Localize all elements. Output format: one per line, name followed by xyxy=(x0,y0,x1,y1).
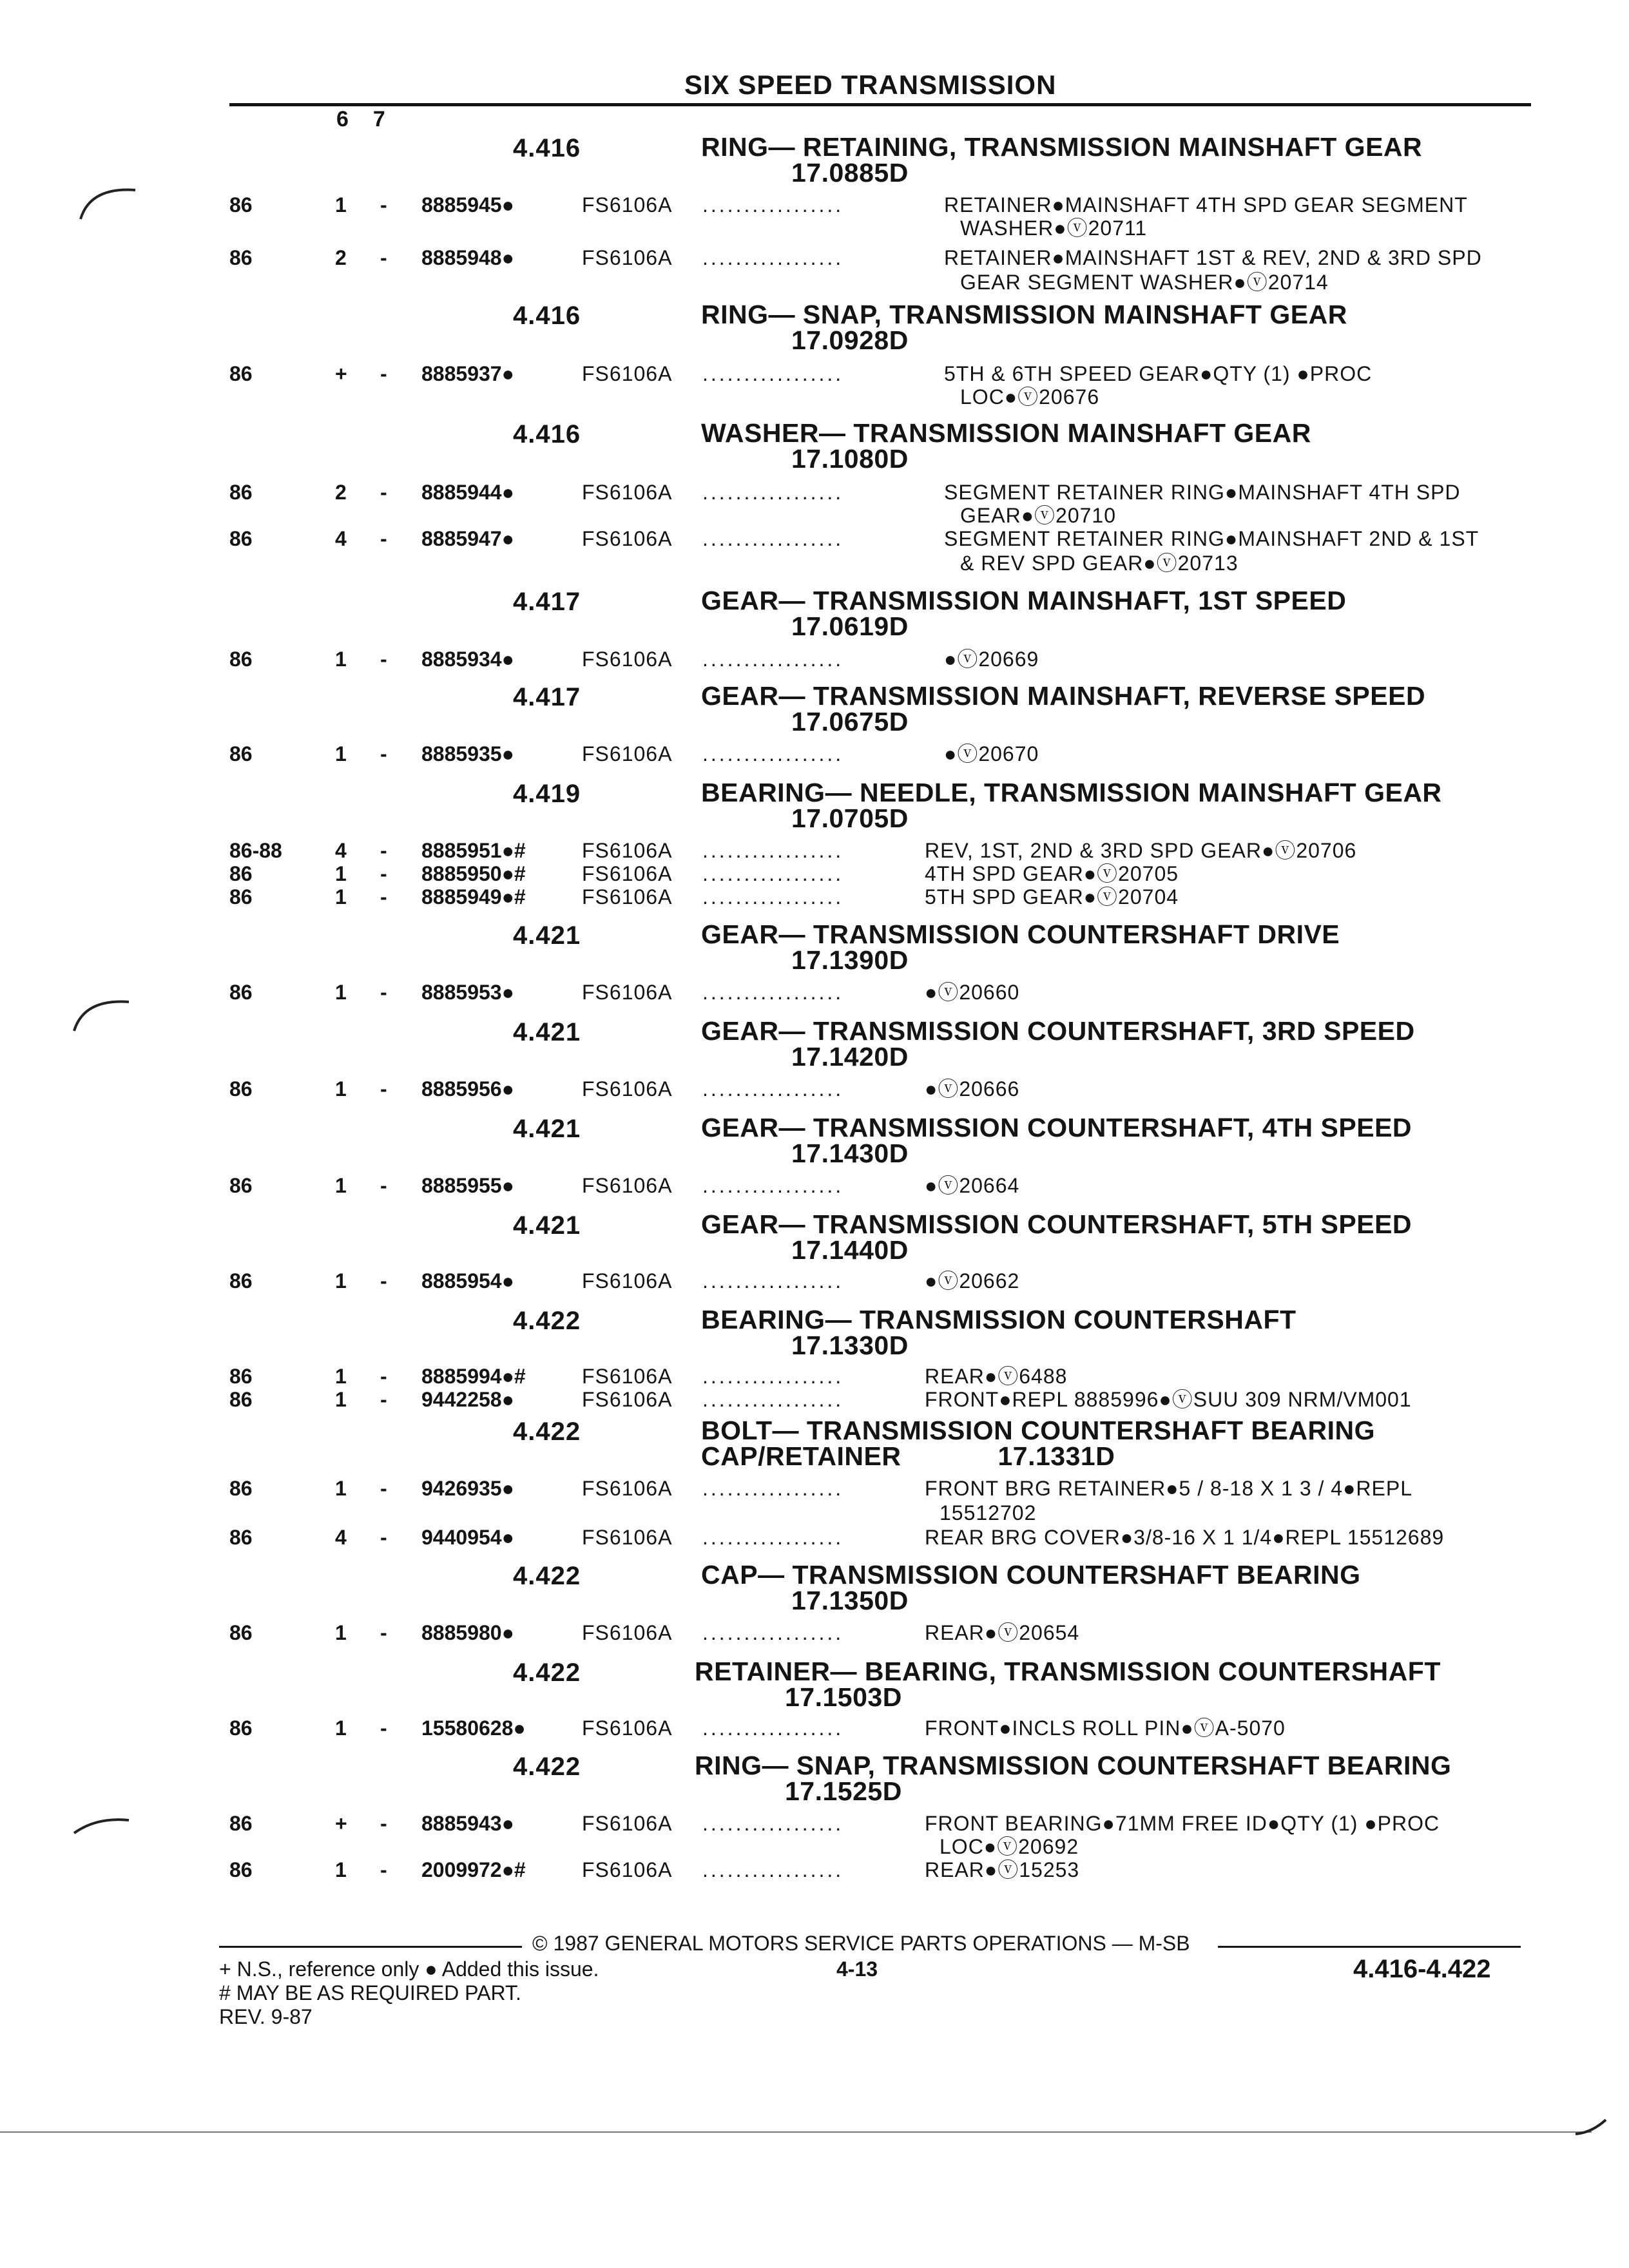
part-description: 5TH & 6TH SPEED GEAR●QTY (1) ●PROC xyxy=(944,362,1373,385)
section-code: 17.1525D xyxy=(785,1776,902,1806)
section-title-text: CAP— TRANSMISSION COUNTERSHAFT BEARING xyxy=(701,1560,1361,1590)
source-code: FS6106A xyxy=(582,1621,673,1644)
separator: - xyxy=(380,481,387,504)
section-code: 17.1420D xyxy=(791,1042,909,1072)
model-code: 86 xyxy=(229,1077,253,1100)
separator: - xyxy=(380,1621,387,1644)
section-title-continued: CAP/RETAINER xyxy=(701,1441,901,1471)
part-row xyxy=(0,481,1629,504)
section-code: 17.1440D xyxy=(791,1235,909,1265)
model-code: 86 xyxy=(229,1621,253,1644)
part-row xyxy=(0,1077,1629,1100)
part-description: 5TH SPD GEAR●ⓥ20704 xyxy=(925,885,1179,908)
dot-leader: ................. xyxy=(702,1365,844,1388)
quantity: 1 xyxy=(335,885,347,908)
part-description-continued: 15512702 xyxy=(940,1501,1037,1524)
model-code: 86 xyxy=(229,193,253,216)
section-number: 4.422 xyxy=(513,1307,581,1335)
part-number: 8885937● xyxy=(421,362,514,385)
source-code: FS6106A xyxy=(582,193,673,216)
source-code: FS6106A xyxy=(582,1477,673,1500)
section-code: 17.0928D xyxy=(791,325,909,355)
quantity: 1 xyxy=(335,1077,347,1100)
source-code: FS6106A xyxy=(582,981,673,1004)
part-row xyxy=(0,527,1629,550)
separator: - xyxy=(380,1812,387,1835)
section-code: 17.0619D xyxy=(791,611,909,641)
quantity: 1 xyxy=(335,648,347,671)
part-number: 8885951●# xyxy=(421,839,526,862)
separator: - xyxy=(380,981,387,1004)
section-title xyxy=(695,1658,1441,1710)
column-number-6: 6 xyxy=(336,107,349,131)
quantity: 1 xyxy=(335,1174,347,1197)
separator: - xyxy=(380,742,387,765)
section-code: 17.1331D xyxy=(998,1441,1115,1471)
page-number: 4-13 xyxy=(836,1957,878,1981)
section-title xyxy=(701,1018,1415,1070)
part-number: 8885953● xyxy=(421,981,514,1004)
section-number: 4.421 xyxy=(513,1211,581,1240)
part-description: ●ⓥ20669 xyxy=(944,648,1039,671)
dot-leader: ................. xyxy=(702,1269,844,1293)
part-description: ●ⓥ20670 xyxy=(944,742,1039,765)
model-code: 86 xyxy=(229,1477,253,1500)
model-code: 86 xyxy=(229,885,253,908)
part-number: 8885950●# xyxy=(421,862,526,885)
part-row xyxy=(0,1716,1629,1740)
dot-leader: ................. xyxy=(702,1716,844,1740)
section-code: 17.1390D xyxy=(791,945,909,975)
part-description-continued: & REV SPD GEAR●ⓥ20713 xyxy=(960,552,1239,575)
section-title-text: BEARING— NEEDLE, TRANSMISSION MAINSHAFT GEAR xyxy=(701,778,1442,807)
section-code: 17.1330D xyxy=(791,1331,909,1360)
part-row xyxy=(0,246,1629,269)
dot-leader: ................. xyxy=(702,742,844,765)
dot-leader: ................. xyxy=(702,1812,844,1835)
quantity: 1 xyxy=(335,1716,347,1740)
section-title xyxy=(701,921,1340,973)
part-description: SEGMENT RETAINER RING●MAINSHAFT 2ND & 1ST xyxy=(944,527,1480,550)
footer-legend-as-required: # MAY BE AS REQUIRED PART. xyxy=(219,1981,521,2004)
model-code: 86 xyxy=(229,527,253,550)
part-number: 9442258● xyxy=(421,1388,514,1411)
part-number: 8885947● xyxy=(421,527,514,550)
source-code: FS6106A xyxy=(582,362,673,385)
part-number: 9440954● xyxy=(421,1526,514,1549)
dot-leader: ................. xyxy=(702,481,844,504)
section-number: 4.416 xyxy=(513,302,581,330)
separator: - xyxy=(380,1388,387,1411)
section-title xyxy=(701,683,1425,735)
section-number: 4.422 xyxy=(513,1418,581,1446)
dot-leader: ................. xyxy=(702,1388,844,1411)
separator: - xyxy=(380,885,387,908)
model-code: 86-88 xyxy=(229,839,282,862)
section-number: 4.417 xyxy=(513,588,581,616)
model-code: 86 xyxy=(229,246,253,269)
source-code: FS6106A xyxy=(582,742,673,765)
section-title xyxy=(701,780,1442,831)
scan-corner-mark xyxy=(1572,2113,1611,2139)
part-number: 8885943● xyxy=(421,1812,514,1835)
part-description: ●ⓥ20664 xyxy=(925,1174,1020,1197)
separator: - xyxy=(380,1858,387,1881)
part-number: 8885935● xyxy=(421,742,514,765)
binder-hole-mark-bottom xyxy=(71,1804,135,1843)
section-title xyxy=(701,420,1311,472)
model-code: 86 xyxy=(229,742,253,765)
section-title-text: GEAR— TRANSMISSION MAINSHAFT, 1ST SPEED xyxy=(701,586,1347,615)
section-title-text: GEAR— TRANSMISSION COUNTERSHAFT, 4TH SPEED xyxy=(701,1113,1412,1142)
part-description: FRONT●INCLS ROLL PIN●ⓥA-5070 xyxy=(925,1716,1286,1740)
separator: - xyxy=(380,527,387,550)
column-number-7: 7 xyxy=(372,107,385,131)
source-code: FS6106A xyxy=(582,1365,673,1388)
separator: - xyxy=(380,1365,387,1388)
quantity: + xyxy=(335,362,347,385)
dot-leader: ................. xyxy=(702,1858,844,1881)
part-number: 15580628● xyxy=(421,1716,526,1740)
dot-leader: ................. xyxy=(702,981,844,1004)
part-row xyxy=(0,193,1629,216)
page-header-title: SIX SPEED TRANSMISSION xyxy=(684,70,1057,100)
quantity: 1 xyxy=(335,1477,347,1500)
source-code: FS6106A xyxy=(582,246,673,269)
quantity: 4 xyxy=(335,1526,347,1549)
part-description: REAR BRG COVER●3/8-16 X 1 1/4●REPL 15512689 xyxy=(925,1526,1445,1549)
quantity: 1 xyxy=(335,862,347,885)
quantity: 1 xyxy=(335,193,347,216)
part-row xyxy=(0,1365,1629,1388)
model-code: 86 xyxy=(229,481,253,504)
section-title-text: GEAR— TRANSMISSION COUNTERSHAFT, 5TH SPEED xyxy=(701,1209,1412,1239)
part-number: 8885944● xyxy=(421,481,514,504)
dot-leader: ................. xyxy=(702,862,844,885)
separator: - xyxy=(380,246,387,269)
section-code: 17.0885D xyxy=(791,158,909,187)
separator: - xyxy=(380,1077,387,1100)
model-code: 86 xyxy=(229,1365,253,1388)
part-number: 8885954● xyxy=(421,1269,514,1293)
section-code: 17.1503D xyxy=(785,1682,902,1712)
source-code: FS6106A xyxy=(582,1716,673,1740)
section-number: 4.421 xyxy=(513,921,581,950)
dot-leader: ................. xyxy=(702,527,844,550)
part-number: 8885948● xyxy=(421,246,514,269)
section-title xyxy=(701,302,1347,353)
model-code: 86 xyxy=(229,1174,253,1197)
part-row xyxy=(0,1621,1629,1644)
section-code: 17.0705D xyxy=(791,803,909,833)
model-code: 86 xyxy=(229,1526,253,1549)
part-number: 8885955● xyxy=(421,1174,514,1197)
section-range: 4.416-4.422 xyxy=(1353,1955,1491,1983)
binder-hole-mark-middle xyxy=(71,986,135,1037)
section-title-text: GEAR— TRANSMISSION MAINSHAFT, REVERSE SPEED xyxy=(701,681,1426,711)
model-code: 86 xyxy=(229,1858,253,1881)
quantity: 1 xyxy=(335,981,347,1004)
part-description: FRONT●REPL 8885996●ⓥSUU 309 NRM/VM001 xyxy=(925,1388,1412,1411)
part-description: FRONT BEARING●71MM FREE ID●QTY (1) ●PROC xyxy=(925,1812,1440,1835)
part-number: 8885934● xyxy=(421,648,514,671)
section-title xyxy=(701,1211,1412,1263)
quantity: 4 xyxy=(335,839,347,862)
quantity: 1 xyxy=(335,1365,347,1388)
separator: - xyxy=(380,839,387,862)
section-title xyxy=(695,1753,1451,1804)
source-code: FS6106A xyxy=(582,862,673,885)
source-code: FS6106A xyxy=(582,1174,673,1197)
source-code: FS6106A xyxy=(582,527,673,550)
scan-bottom-line xyxy=(0,2131,1592,2133)
dot-leader: ................. xyxy=(702,1477,844,1500)
quantity: 1 xyxy=(335,1858,347,1881)
part-number: 8885994●# xyxy=(421,1365,526,1388)
footer-rule-right xyxy=(1218,1946,1521,1948)
source-code: FS6106A xyxy=(582,1858,673,1881)
quantity: 4 xyxy=(335,527,347,550)
part-row xyxy=(0,1269,1629,1293)
header-rule xyxy=(229,103,1531,106)
dot-leader: ................. xyxy=(702,362,844,385)
section-number: 4.419 xyxy=(513,780,581,808)
part-description: RETAINER●MAINSHAFT 4TH SPD GEAR SEGMENT xyxy=(944,193,1468,216)
source-code: FS6106A xyxy=(582,648,673,671)
part-description: SEGMENT RETAINER RING●MAINSHAFT 4TH SPD xyxy=(944,481,1461,504)
part-description-continued: WASHER●ⓥ20711 xyxy=(960,216,1148,240)
source-code: FS6106A xyxy=(582,1269,673,1293)
part-description: REAR●ⓥ20654 xyxy=(925,1621,1080,1644)
quantity: 1 xyxy=(335,742,347,765)
source-code: FS6106A xyxy=(582,1526,673,1549)
section-number: 4.422 xyxy=(513,1658,581,1687)
revision-date: REV. 9-87 xyxy=(219,2005,313,2028)
section-code: 17.1430D xyxy=(791,1139,909,1168)
model-code: 86 xyxy=(229,362,253,385)
section-code: 17.1080D xyxy=(791,444,909,474)
part-number: 9426935● xyxy=(421,1477,514,1500)
part-description: ●ⓥ20666 xyxy=(925,1077,1020,1100)
separator: - xyxy=(380,648,387,671)
section-title xyxy=(701,134,1422,186)
section-title xyxy=(701,1418,1375,1469)
part-description-continued: LOC●ⓥ20692 xyxy=(940,1835,1079,1858)
section-title-text: BEARING— TRANSMISSION COUNTERSHAFT xyxy=(701,1305,1296,1334)
model-code: 86 xyxy=(229,1812,253,1835)
separator: - xyxy=(380,1174,387,1197)
part-number: 2009972●# xyxy=(421,1858,526,1881)
section-title-text: RING— RETAINING, TRANSMISSION MAINSHAFT GEAR xyxy=(701,132,1423,162)
part-description: ●ⓥ20660 xyxy=(925,981,1020,1004)
dot-leader: ................. xyxy=(702,885,844,908)
column-numbers xyxy=(336,107,410,132)
section-number: 4.421 xyxy=(513,1115,581,1143)
part-description-continued: GEAR SEGMENT WASHER●ⓥ20714 xyxy=(960,271,1329,294)
section-title-text: RETAINER— BEARING, TRANSMISSION COUNTERSHAFT xyxy=(695,1657,1441,1686)
dot-leader: ................. xyxy=(702,839,844,862)
section-number: 4.421 xyxy=(513,1018,581,1046)
model-code: 86 xyxy=(229,862,253,885)
model-code: 86 xyxy=(229,1388,253,1411)
footer-rule-left xyxy=(219,1946,522,1948)
part-number: 8885949●# xyxy=(421,885,526,908)
part-description: REV, 1ST, 2ND & 3RD SPD GEAR●ⓥ20706 xyxy=(925,839,1357,862)
section-title xyxy=(701,1562,1361,1613)
dot-leader: ................. xyxy=(702,1174,844,1197)
model-code: 86 xyxy=(229,981,253,1004)
separator: - xyxy=(380,193,387,216)
separator: - xyxy=(380,1526,387,1549)
section-title-text: RING— SNAP, TRANSMISSION COUNTERSHAFT BEARING xyxy=(695,1751,1452,1780)
dot-leader: ................. xyxy=(702,1077,844,1100)
section-number: 4.416 xyxy=(513,420,581,448)
part-description: 4TH SPD GEAR●ⓥ20705 xyxy=(925,862,1179,885)
section-code: 17.1350D xyxy=(791,1586,909,1615)
part-row xyxy=(0,362,1629,385)
binder-hole-mark-top xyxy=(77,174,142,226)
part-row xyxy=(0,1812,1629,1835)
separator: - xyxy=(380,1477,387,1500)
model-code: 86 xyxy=(229,1269,253,1293)
source-code: FS6106A xyxy=(582,1388,673,1411)
section-title-text: RING— SNAP, TRANSMISSION MAINSHAFT GEAR xyxy=(701,300,1347,329)
part-number: 8885956● xyxy=(421,1077,514,1100)
part-description: RETAINER●MAINSHAFT 1ST & REV, 2ND & 3RD SPD xyxy=(944,246,1482,269)
section-title-text: BOLT— TRANSMISSION COUNTERSHAFT BEARING xyxy=(701,1416,1376,1445)
section-title xyxy=(701,588,1346,639)
part-row xyxy=(0,981,1629,1004)
section-number: 4.416 xyxy=(513,134,581,162)
part-description: REAR●ⓥ6488 xyxy=(925,1365,1068,1388)
dot-leader: ................. xyxy=(702,1526,844,1549)
quantity: 1 xyxy=(335,1621,347,1644)
part-row xyxy=(0,1477,1629,1500)
section-code: 17.0675D xyxy=(791,707,909,736)
source-code: FS6106A xyxy=(582,1812,673,1835)
separator: - xyxy=(380,862,387,885)
separator: - xyxy=(380,362,387,385)
dot-leader: ................. xyxy=(702,648,844,671)
source-code: FS6106A xyxy=(582,885,673,908)
quantity: 1 xyxy=(335,1269,347,1293)
part-row xyxy=(0,1174,1629,1197)
footer-legend-ns: + N.S., reference only ● Added this issue. xyxy=(219,1957,599,1981)
part-description-continued: GEAR●ⓥ20710 xyxy=(960,504,1117,527)
dot-leader: ................. xyxy=(702,246,844,269)
copyright-line: © 1987 GENERAL MOTORS SERVICE PARTS OPERATIONS — M-SB xyxy=(532,1932,1190,1955)
model-code: 86 xyxy=(229,648,253,671)
source-code: FS6106A xyxy=(582,1077,673,1100)
part-row xyxy=(0,1388,1629,1411)
section-number: 4.422 xyxy=(513,1562,581,1590)
section-title-text: GEAR— TRANSMISSION COUNTERSHAFT DRIVE xyxy=(701,919,1340,949)
dot-leader: ................. xyxy=(702,1621,844,1644)
part-description: ●ⓥ20662 xyxy=(925,1269,1020,1293)
part-row xyxy=(0,839,1629,862)
part-row xyxy=(0,648,1629,671)
separator: - xyxy=(380,1269,387,1293)
part-row xyxy=(0,1526,1629,1549)
quantity: 2 xyxy=(335,246,347,269)
part-row xyxy=(0,742,1629,765)
quantity: 1 xyxy=(335,1388,347,1411)
separator: - xyxy=(380,1716,387,1740)
part-row xyxy=(0,862,1629,885)
source-code: FS6106A xyxy=(582,481,673,504)
dot-leader: ................. xyxy=(702,193,844,216)
part-number: 8885945● xyxy=(421,193,514,216)
part-row xyxy=(0,885,1629,908)
section-title-text: WASHER— TRANSMISSION MAINSHAFT GEAR xyxy=(701,418,1311,448)
model-code: 86 xyxy=(229,1716,253,1740)
part-description-continued: LOC●ⓥ20676 xyxy=(960,385,1100,408)
part-description: FRONT BRG RETAINER●5 / 8-18 X 1 3 / 4●REPL xyxy=(925,1477,1413,1500)
part-description: REAR●ⓥ15253 xyxy=(925,1858,1080,1881)
section-title xyxy=(701,1115,1412,1166)
section-number: 4.422 xyxy=(513,1753,581,1781)
section-title xyxy=(701,1307,1296,1358)
part-number: 8885980● xyxy=(421,1621,514,1644)
source-code: FS6106A xyxy=(582,839,673,862)
quantity: + xyxy=(335,1812,347,1835)
part-row xyxy=(0,1858,1629,1881)
quantity: 2 xyxy=(335,481,347,504)
section-title-text: GEAR— TRANSMISSION COUNTERSHAFT, 3RD SPEED xyxy=(701,1016,1415,1046)
section-number: 4.417 xyxy=(513,683,581,711)
